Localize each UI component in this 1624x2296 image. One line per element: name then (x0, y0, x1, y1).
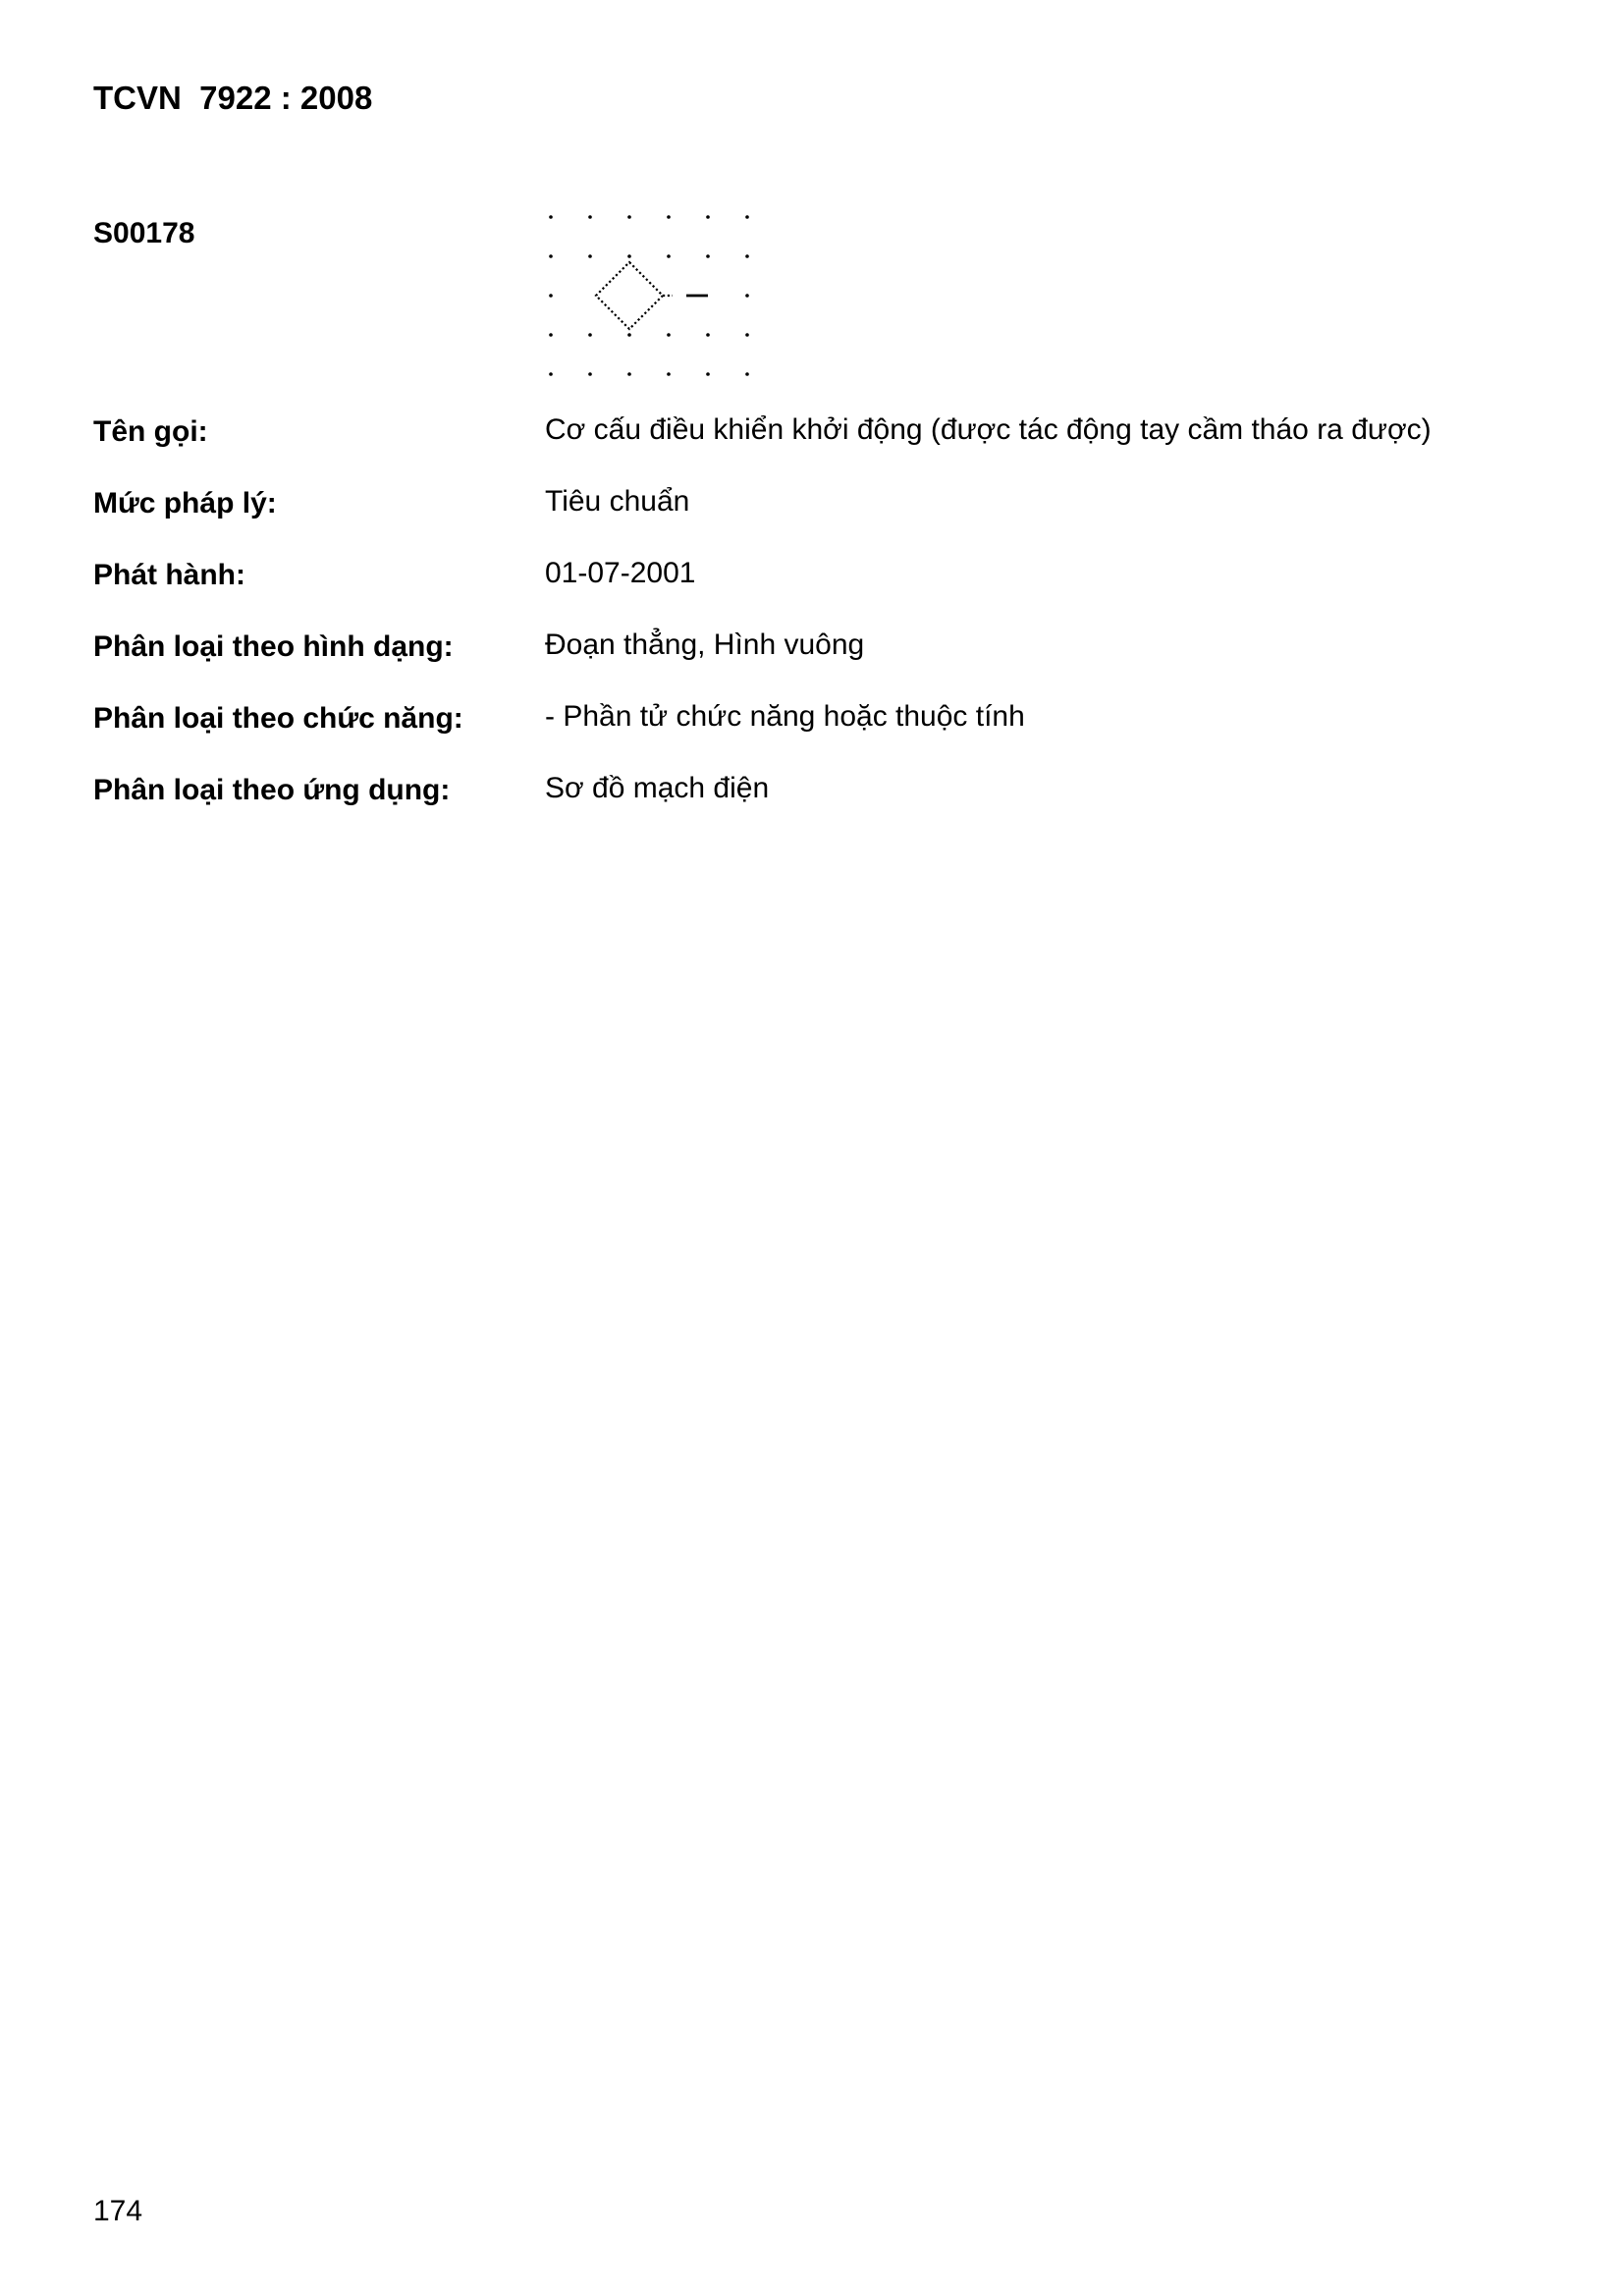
field-label: Tên gọi: (93, 415, 208, 448)
grid-dots (549, 215, 749, 376)
page-number: 174 (93, 2195, 143, 2227)
standard-header: TCVN 7922 : 2008 (93, 80, 373, 116)
field-row-legal-level (93, 484, 1566, 556)
field-row-application-class (93, 771, 1566, 843)
field-row-name (93, 412, 1566, 484)
symbol-id: S00178 (93, 217, 195, 249)
field-value: Cơ cấu điều khiển khởi động (được tác động tay cầm tháo ra được) (545, 413, 1432, 446)
field-value: Sơ đồ mạch điện (545, 772, 770, 804)
field-row-issued (93, 556, 1566, 628)
field-row-shape-class (93, 628, 1566, 699)
field-label: Phát hành: (93, 559, 245, 591)
symbol-fields (93, 412, 1566, 843)
field-row-function-class (93, 699, 1566, 771)
dotted-diamond-with-dash-icon (535, 201, 771, 383)
field-value: 01-07-2001 (545, 557, 696, 589)
field-value: - Phần tử chức năng hoặc thuộc tính (545, 700, 1025, 733)
field-label: Phân loại theo ứng dụng: (93, 774, 451, 806)
field-value: Đoạn thẳng, Hình vuông (545, 629, 865, 661)
diamond-shape (596, 262, 663, 329)
field-label: Mức pháp lý: (93, 487, 277, 519)
field-label: Phân loại theo chức năng: (93, 702, 463, 735)
field-value: Tiêu chuẩn (545, 485, 690, 518)
field-label: Phân loại theo hình dạng: (93, 630, 454, 663)
